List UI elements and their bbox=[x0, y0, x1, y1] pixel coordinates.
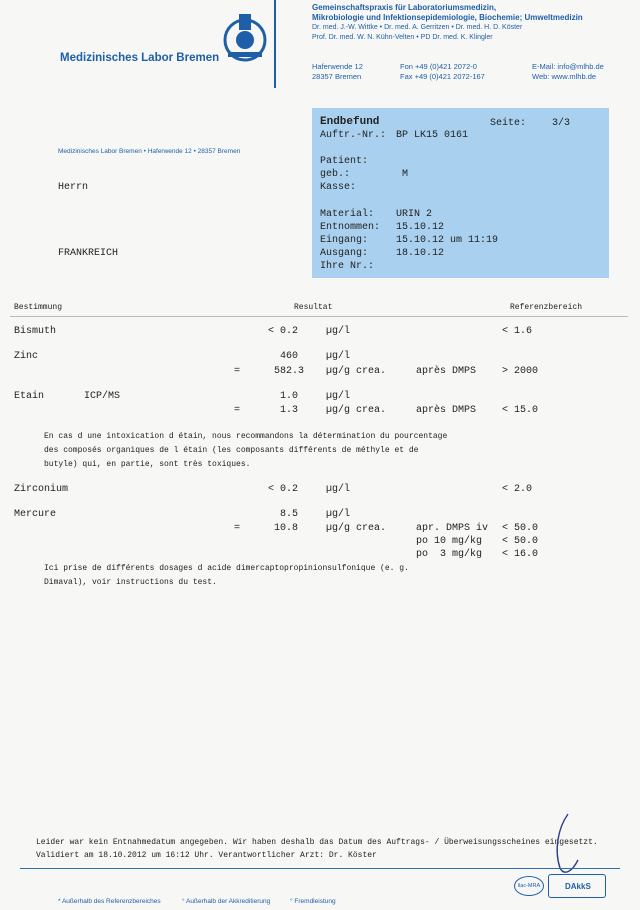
header-divider bbox=[274, 0, 276, 88]
mercury-value-2: 10.8 bbox=[274, 523, 299, 534]
fax-number: Fax +49 (0)421 2072-167 bbox=[400, 72, 485, 81]
tin-condition: après DMPS bbox=[416, 405, 477, 416]
page-label: Seite: bbox=[490, 118, 527, 129]
header-rule bbox=[10, 316, 628, 317]
taken-value: 15.10.12 bbox=[396, 222, 445, 233]
tin-note-line-1: En cas d une intoxication d étain, nous recommandons la détermination du pourcentage bbox=[44, 432, 448, 441]
lab-address bbox=[312, 62, 363, 82]
mercury-ref-3: < 16.0 bbox=[502, 549, 539, 560]
tin-note-line-3: butyle) qui, en partie, sont très toxiques. bbox=[44, 460, 251, 469]
zinc-name: Zinc bbox=[14, 351, 39, 362]
lab-phones bbox=[400, 62, 485, 82]
sender-line: Medizinisches Labor Bremen • Haferwende 12 • 28357 Bremen bbox=[58, 148, 241, 155]
tin-ref: < 15.0 bbox=[502, 405, 539, 416]
email-address: E-Mail: info@mlhb.de bbox=[532, 62, 604, 71]
address-city: 28357 Bremen bbox=[312, 72, 362, 81]
mercury-note-line-2: Dimaval), voir instructions du test. bbox=[44, 578, 217, 587]
mercury-condition-2: po 10 mg/kg bbox=[416, 536, 483, 547]
practice-block bbox=[312, 3, 632, 42]
mercury-equals: = bbox=[234, 523, 241, 534]
zinc-equals: = bbox=[234, 366, 241, 377]
footer-rule bbox=[20, 868, 620, 869]
mercury-ref-2: < 50.0 bbox=[502, 536, 539, 547]
tin-name: Etain bbox=[14, 391, 45, 402]
tin-method: ICP/MS bbox=[84, 391, 121, 402]
tin-note-line-2: des composés organiques de l étain (les composants différents de méthyle et de bbox=[44, 446, 419, 455]
practice-line-2: Mikrobiologie und Infektionsepidemiologie, Biochemie; Umweltmedizin bbox=[312, 13, 583, 22]
signature-icon bbox=[548, 810, 588, 880]
column-test: Bestimmung bbox=[14, 303, 63, 312]
output-label: Ausgang: bbox=[320, 248, 369, 259]
sex-value: M bbox=[402, 169, 409, 180]
zinc-unit-2: µg/g crea. bbox=[326, 366, 387, 377]
received-label: Eingang: bbox=[320, 235, 369, 246]
tin-equals: = bbox=[234, 405, 241, 416]
recipient-country: FRANKREICH bbox=[58, 248, 119, 259]
tin-unit-1: µg/l bbox=[326, 391, 351, 402]
bismuth-ref: < 1.6 bbox=[502, 326, 533, 337]
doctors-line-1: Dr. med. J.-W. Wittke • Dr. med. A. Gerritzen • Dr. med. H. D. Köster bbox=[312, 24, 523, 31]
recipient-salutation: Herrn bbox=[58, 182, 89, 193]
column-reference: Referenzbereich bbox=[510, 303, 583, 312]
mercury-condition-3: po 3 mg/kg bbox=[416, 549, 483, 560]
footer-line-1: Leider war kein Entnahmedatum angegeben. Wir haben deshalb das Datum des Auftrags- / Überweisungsscheines eingesetzt. bbox=[36, 838, 598, 847]
mercury-unit-2: µg/g crea. bbox=[326, 523, 387, 534]
footer-note bbox=[36, 836, 626, 862]
taken-label: Entnommen: bbox=[320, 222, 381, 233]
mercury-ref-1: < 50.0 bbox=[502, 523, 539, 534]
report-info-box bbox=[312, 108, 609, 278]
born-label: geb.: bbox=[320, 169, 351, 180]
dakks-logo: DAkkS bbox=[548, 874, 606, 898]
bismuth-unit: µg/l bbox=[326, 326, 351, 337]
material-value: URIN 2 bbox=[396, 209, 433, 220]
practice-line-1: Gemeinschaftspraxis für Laboratoriumsmedizin, bbox=[312, 3, 497, 12]
mercury-note bbox=[44, 562, 409, 590]
zinc-value-2: 582.3 bbox=[274, 366, 305, 377]
tin-note bbox=[44, 430, 447, 472]
mercury-name: Mercure bbox=[14, 509, 57, 520]
tin-value-1: 1.0 bbox=[280, 391, 299, 402]
footer-line-2: Validiert am 18.10.2012 um 16:12 Uhr. Verantwortlicher Arzt: Dr. Köster bbox=[36, 851, 377, 860]
lab-name: Medizinisches Labor Bremen bbox=[60, 52, 220, 64]
zinc-value-1: 460 bbox=[280, 351, 299, 362]
material-label: Material: bbox=[320, 209, 375, 220]
report-title: Endbefund bbox=[320, 116, 380, 128]
page-value: 3/3 bbox=[552, 118, 571, 129]
order-value: BP LK15 0161 bbox=[396, 130, 469, 141]
mercury-condition-1: apr. DMPS iv bbox=[416, 523, 489, 534]
legend-not-accredited: ° Außerhalb der Akkreditierung bbox=[182, 898, 271, 905]
bismuth-value: < 0.2 bbox=[268, 326, 299, 337]
bismuth-name: Bismuth bbox=[14, 326, 57, 337]
order-label: Auftr.-Nr.: bbox=[320, 130, 387, 141]
mercury-note-line-1: Ici prise de différents dosages d acide dimercaptopropinionsulfonique (e. g. bbox=[44, 564, 409, 573]
address-street: Haferwende 12 bbox=[312, 62, 363, 71]
tin-value-2: 1.3 bbox=[280, 405, 299, 416]
zinc-condition: après DMPS bbox=[416, 366, 477, 377]
mercury-value-1: 8.5 bbox=[280, 509, 299, 520]
zirconium-ref: < 2.0 bbox=[502, 484, 533, 495]
mercury-unit-1: µg/l bbox=[326, 509, 351, 520]
zirconium-name: Zirconium bbox=[14, 484, 69, 495]
lab-online bbox=[532, 62, 604, 82]
zinc-ref: > 2000 bbox=[502, 366, 539, 377]
lab-logo-icon bbox=[222, 10, 268, 62]
doctors-line-2: Prof. Dr. med. W. N. Kühn-Velten • PD Dr. med. K. Klingler bbox=[312, 33, 493, 41]
website: Web: www.mlhb.de bbox=[532, 72, 597, 81]
legend-external: ° Fremdleistung bbox=[290, 898, 336, 905]
received-value: 15.10.12 um 11:19 bbox=[396, 235, 499, 246]
zirconium-value: < 0.2 bbox=[268, 484, 299, 495]
your-number-label: Ihre Nr.: bbox=[320, 261, 375, 272]
phone-number: Fon +49 (0)421 2072-0 bbox=[400, 62, 477, 71]
ilac-mra-logo: ilac-MRA bbox=[514, 876, 544, 896]
column-result: Resultat bbox=[294, 303, 333, 312]
zirconium-unit: µg/l bbox=[326, 484, 351, 495]
tin-unit-2: µg/g crea. bbox=[326, 405, 387, 416]
patient-label: Patient: bbox=[320, 156, 369, 167]
legend-out-of-range: * Außerhalb des Referenzbereiches bbox=[58, 898, 161, 905]
insurance-label: Kasse: bbox=[320, 182, 357, 193]
output-value: 18.10.12 bbox=[396, 248, 445, 259]
zinc-unit-1: µg/l bbox=[326, 351, 351, 362]
